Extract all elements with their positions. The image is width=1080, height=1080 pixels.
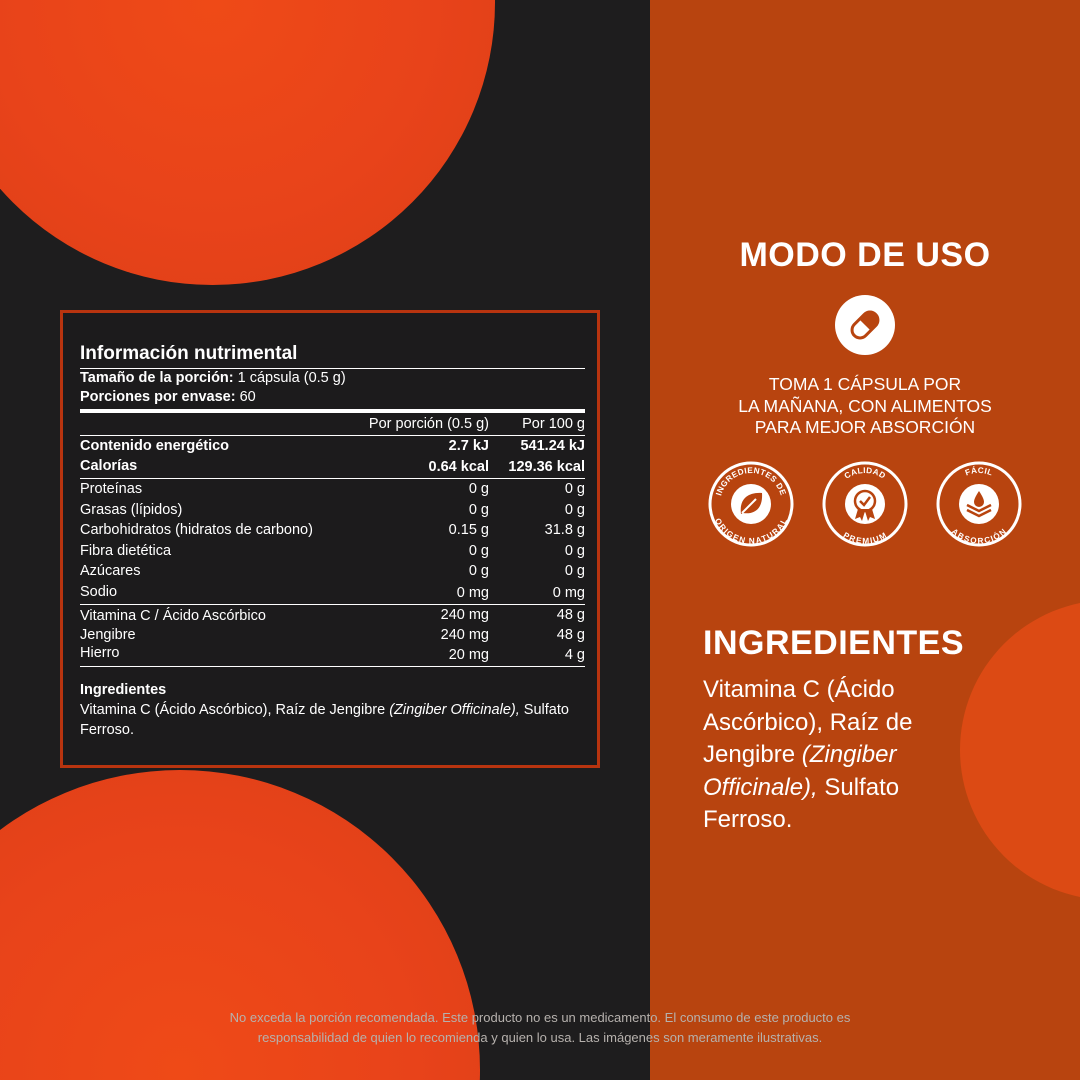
nutrient-name: Hierro [80,645,120,661]
nutrition-panel [60,310,600,768]
nutrient-portion: 20 mg [448,646,489,663]
easy-absorption-badge [934,459,1024,549]
nutrient-portion: 240 mg [440,607,489,623]
nutrient-per100: 48 g [556,626,585,643]
usage-line-3: PARA MEJOR ABSORCIÓN [754,417,976,437]
nutrient-name: Grasas (lípidos) [80,501,183,518]
nutrition-table [80,413,585,667]
table-row [80,500,585,521]
table-row [80,541,585,562]
nutrient-portion: 0.64 kcal [428,459,489,475]
ingredients-title: INGREDIENTES [703,624,965,662]
panel-ingredients-text: Vitamina C (Ácido Ascórbico), Raíz de Jengibre (Zingiber Officinale), Sulfato Ferroso. [80,701,569,738]
nutrient-name: Contenido energético [80,438,230,454]
table-row [80,456,585,479]
nutrient-portion: 0 g [468,563,489,579]
nutrient-portion: 2.7 kJ [448,438,489,454]
nutrient-portion: 0.15 g [448,522,489,538]
disclaimer-line-1: No exceda la porción recomendada. Este producto no es un medicamento. El consumo de este producto es [229,1010,851,1025]
col-portion-header: Por porción (0.5 g) [368,416,489,432]
nutrient-name: Jengibre [80,626,136,643]
nutrient-name: Sodio [80,583,118,600]
table-row [80,644,585,666]
usage-line-1: TOMA 1 CÁPSULA POR [768,374,962,394]
nutrient-per100: 0 g [564,542,585,559]
nutrient-per100: 48 g [556,607,585,623]
table-row [80,436,585,457]
nutrient-name: Carbohidratos (hidratos de carbono) [80,522,313,538]
disclaimer-line-2: responsabilidad de quien lo recomienda y quien lo usa. Las imágenes son meramente ilustrativas. [257,1030,823,1045]
table-row [80,520,585,541]
col-100g-header: Por 100 g [522,416,585,432]
nutrient-name: Calorías [80,458,138,474]
nutrient-per100: 0 mg [552,584,585,601]
nutrient-portion: 0 g [468,501,489,518]
capsule-icon [835,295,895,355]
nutrient-per100: 0 g [564,481,585,497]
usage-title: MODO DE USO [739,236,991,274]
nutrient-portion: 0 mg [456,584,489,601]
nutrient-per100: 4 g [564,646,585,663]
servings-per-container [80,388,585,413]
top-blob [0,0,495,285]
serving-size-value: 1 cápsula (0.5 g) [237,370,346,386]
nutrient-name: Vitamina C / Ácido Ascórbico [80,608,266,624]
nutrition-title: Información nutrimental [80,343,585,369]
usage-line-2: LA MAÑANA, CON ALIMENTOS [738,395,992,416]
disclaimer [0,1008,1080,1048]
ingredients-text: Vitamina C (Ácido Ascórbico), Raíz de Jengibre (Zingiber Officinale), Sulfato Ferroso. [703,676,913,833]
nutrient-portion: 240 mg [440,626,489,643]
badge-top-text: FÁCIL [963,465,995,478]
nutrient-name: Proteínas [80,481,143,497]
nutrient-name: Fibra dietética [80,542,172,559]
nutrient-portion: 0 g [468,542,489,559]
badge-bottom-text: ABSORCIÓN [949,526,1009,546]
nutrient-per100: 0 g [564,501,585,518]
natural-origin-badge [706,459,796,549]
table-row [80,626,585,645]
nutrition-content [80,343,585,740]
usage-instructions [650,374,1080,439]
nutrient-per100: 31.8 g [544,522,585,538]
serving-size [80,369,585,388]
premium-quality-badge [820,459,910,549]
table-row [80,582,585,605]
badge-top-text: INGREDIENTES DE [714,465,788,497]
serving-size-label: Tamaño de la porción: [80,370,234,386]
table-row [80,479,585,500]
servings-value: 60 [239,389,256,405]
servings-label: Porciones por envase: [80,389,236,405]
badge-bottom-text: ORIGEN NATURAL [712,516,790,546]
badge-bottom-text: PREMIUM [841,530,889,546]
nutrient-per100: 541.24 kJ [520,438,585,454]
table-row [80,605,585,626]
nutrient-portion: 0 g [468,481,489,497]
nutrient-per100: 0 g [564,563,585,579]
nutrient-per100: 129.36 kcal [508,459,585,475]
table-header-row [80,413,585,436]
table-row [80,561,585,582]
nutrient-name: Azúcares [80,563,141,579]
panel-ingredients-label: Ingredientes [80,681,167,698]
badge-top-text: CALIDAD [842,465,888,481]
